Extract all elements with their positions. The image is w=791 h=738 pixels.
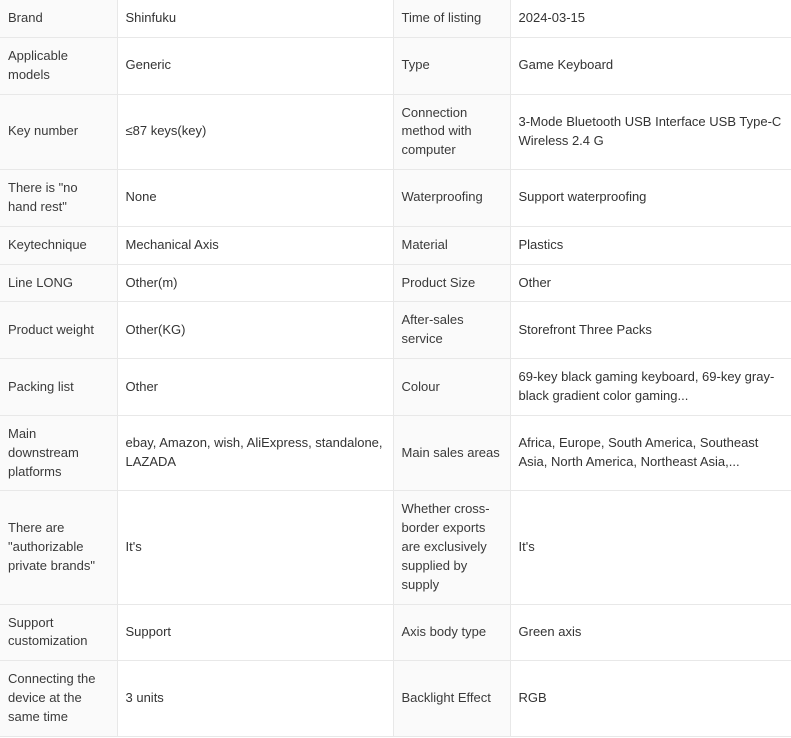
table-row — [0, 491, 791, 604]
spec-label: Product weight — [0, 302, 117, 359]
spec-label: Keytechnique — [0, 226, 117, 264]
spec-label: Whether cross-border exports are exclusively supplied by supply — [393, 491, 510, 604]
spec-value: 3 units — [117, 661, 393, 737]
spec-value: Plastics — [510, 226, 791, 264]
spec-label: Connecting the device at the same time — [0, 661, 117, 737]
spec-label: Brand — [0, 0, 117, 37]
spec-value: Other(KG) — [117, 302, 393, 359]
spec-value: It's — [510, 491, 791, 604]
spec-label: Axis body type — [393, 604, 510, 661]
table-row — [0, 226, 791, 264]
spec-value: Storefront Three Packs — [510, 302, 791, 359]
spec-value: 3-Mode Bluetooth USB Interface USB Type-C Wireless 2.4 G — [510, 94, 791, 170]
spec-value: It's — [117, 491, 393, 604]
spec-value: Other — [117, 359, 393, 416]
spec-label: After-sales service — [393, 302, 510, 359]
spec-value: ebay, Amazon, wish, AliExpress, standalone, LAZADA — [117, 415, 393, 491]
spec-value: Support — [117, 604, 393, 661]
table-row — [0, 170, 791, 227]
table-row — [0, 302, 791, 359]
spec-value: Africa, Europe, South America, Southeast Asia, North America, Northeast Asia,... — [510, 415, 791, 491]
spec-value: Support waterproofing — [510, 170, 791, 227]
spec-value: Generic — [117, 37, 393, 94]
spec-label: Applicable models — [0, 37, 117, 94]
table-row — [0, 661, 791, 737]
table-row — [0, 359, 791, 416]
spec-value: Green axis — [510, 604, 791, 661]
spec-label: Time of listing — [393, 0, 510, 37]
spec-label: Type — [393, 37, 510, 94]
spec-label: Connection method with computer — [393, 94, 510, 170]
spec-label: Main downstream platforms — [0, 415, 117, 491]
spec-value: 2024-03-15 — [510, 0, 791, 37]
table-row — [0, 37, 791, 94]
spec-value: 69-key black gaming keyboard, 69-key gray-black gradient color gaming... — [510, 359, 791, 416]
table-row — [0, 94, 791, 170]
spec-label: Waterproofing — [393, 170, 510, 227]
spec-value: Other(m) — [117, 264, 393, 302]
spec-label: Product Size — [393, 264, 510, 302]
spec-value: None — [117, 170, 393, 227]
spec-label: Key number — [0, 94, 117, 170]
table-row — [0, 415, 791, 491]
spec-value: Game Keyboard — [510, 37, 791, 94]
spec-label: Colour — [393, 359, 510, 416]
spec-label: There is "no hand rest" — [0, 170, 117, 227]
spec-label: Material — [393, 226, 510, 264]
spec-value: Mechanical Axis — [117, 226, 393, 264]
spec-value: Shinfuku — [117, 0, 393, 37]
spec-value: Other — [510, 264, 791, 302]
spec-label: Support customization — [0, 604, 117, 661]
table-row — [0, 264, 791, 302]
table-row — [0, 604, 791, 661]
spec-value: RGB — [510, 661, 791, 737]
spec-label: Main sales areas — [393, 415, 510, 491]
spec-label: Line LONG — [0, 264, 117, 302]
spec-label: Packing list — [0, 359, 117, 416]
spec-value: ≤87 keys(key) — [117, 94, 393, 170]
spec-label: There are "authorizable private brands" — [0, 491, 117, 604]
spec-label: Backlight Effect — [393, 661, 510, 737]
table-row — [0, 0, 791, 37]
